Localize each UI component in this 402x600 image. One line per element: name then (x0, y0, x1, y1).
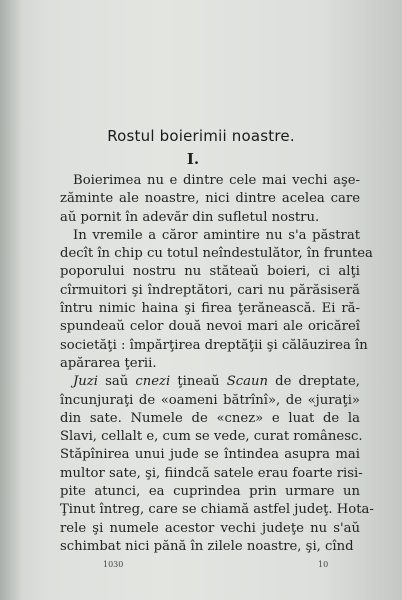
text-line (60, 245, 373, 263)
text-segment: spundeaŭ celor două nevoi mari ale oricăreî (60, 319, 360, 335)
text-segment: decît în chip cu totul neîndestulător, în fruntea (60, 246, 373, 262)
footer-page-number: 10 (318, 560, 329, 569)
text-segment: Boierimea nu e dintre cele mai vechi aşe- (73, 173, 360, 188)
text-line (60, 520, 360, 538)
text-segment: pite atunci, ea cuprindea prin urmare un (60, 484, 360, 500)
text-line (60, 209, 360, 227)
footer-signature-number: 1030 (103, 560, 124, 569)
text-segment: Slavi, cellalt e, cum se vede, curat românesc. (60, 429, 363, 445)
text-line (60, 410, 360, 428)
page-gutter-shadow (0, 0, 22, 600)
text-line (60, 428, 363, 446)
text-segment: de dreptate, (267, 374, 360, 390)
text-line (60, 318, 360, 336)
text-segment: din sate. Numele de «cnez» e luat de la (60, 410, 360, 426)
text-line (60, 465, 363, 483)
text-line (60, 446, 360, 464)
text-segment: In vremile a căror amintire nu s'a păstrat (73, 227, 360, 243)
text-line (60, 190, 360, 208)
italic-term: cnezi (135, 374, 171, 390)
text-segment: zăminte ale noastre, nici dintre acelea care (60, 191, 360, 207)
text-segment: Stăpînirea unui jude se întindea asupra mai (60, 447, 360, 463)
text-segment: încunjuraţi de «oameni bătrînî», de «juraţi» (60, 392, 360, 408)
text-line (60, 337, 368, 355)
text-line (60, 263, 360, 281)
text-line (60, 392, 360, 410)
text-segment: societăţi : împărţirea dreptăţii şi călăuzirea în (60, 337, 368, 353)
text-segment: întru nimic haina şi firea ţerănească. Ei ră- (60, 301, 360, 317)
chapter-title: Rostul boierimii noastre. (107, 127, 295, 145)
body-text (60, 172, 374, 556)
text-segment: aŭ pornit în adevăr din sufletul nostru. (60, 209, 320, 225)
text-segment: multor sate, şi, fiindcă satele erau foarte risi- (60, 465, 363, 481)
text-segment: saŭ (97, 374, 136, 390)
text-segment: schimbat nici pănă în zilele noastre, şi, cînd (60, 538, 354, 554)
text-segment: cîrmuitori şi îndreptători, cari nu părăsiseră (60, 282, 360, 298)
text-line (60, 227, 360, 245)
text-line (60, 483, 360, 501)
text-line (60, 501, 374, 519)
italic-term: Scaun (226, 374, 268, 390)
text-line (60, 300, 360, 318)
text-segment: poporului nostru nu stăteaŭ boieri, ci alţi (60, 264, 360, 280)
text-line (60, 355, 360, 373)
text-line (60, 538, 360, 556)
text-segment: ţineaŭ (170, 374, 227, 390)
text-segment: apărarea ţerii. (60, 355, 157, 371)
section-numeral: I. (186, 150, 200, 168)
italic-term: Juzi (73, 374, 98, 390)
text-segment: Ţinut întreg, care se chiamă astfel judeţ. Hota- (60, 502, 374, 518)
text-line (60, 172, 360, 190)
text-line (60, 373, 360, 391)
text-line (60, 282, 360, 300)
text-segment: rele şi numele acestor vechi judeţe nu s'aŭ (60, 520, 360, 536)
